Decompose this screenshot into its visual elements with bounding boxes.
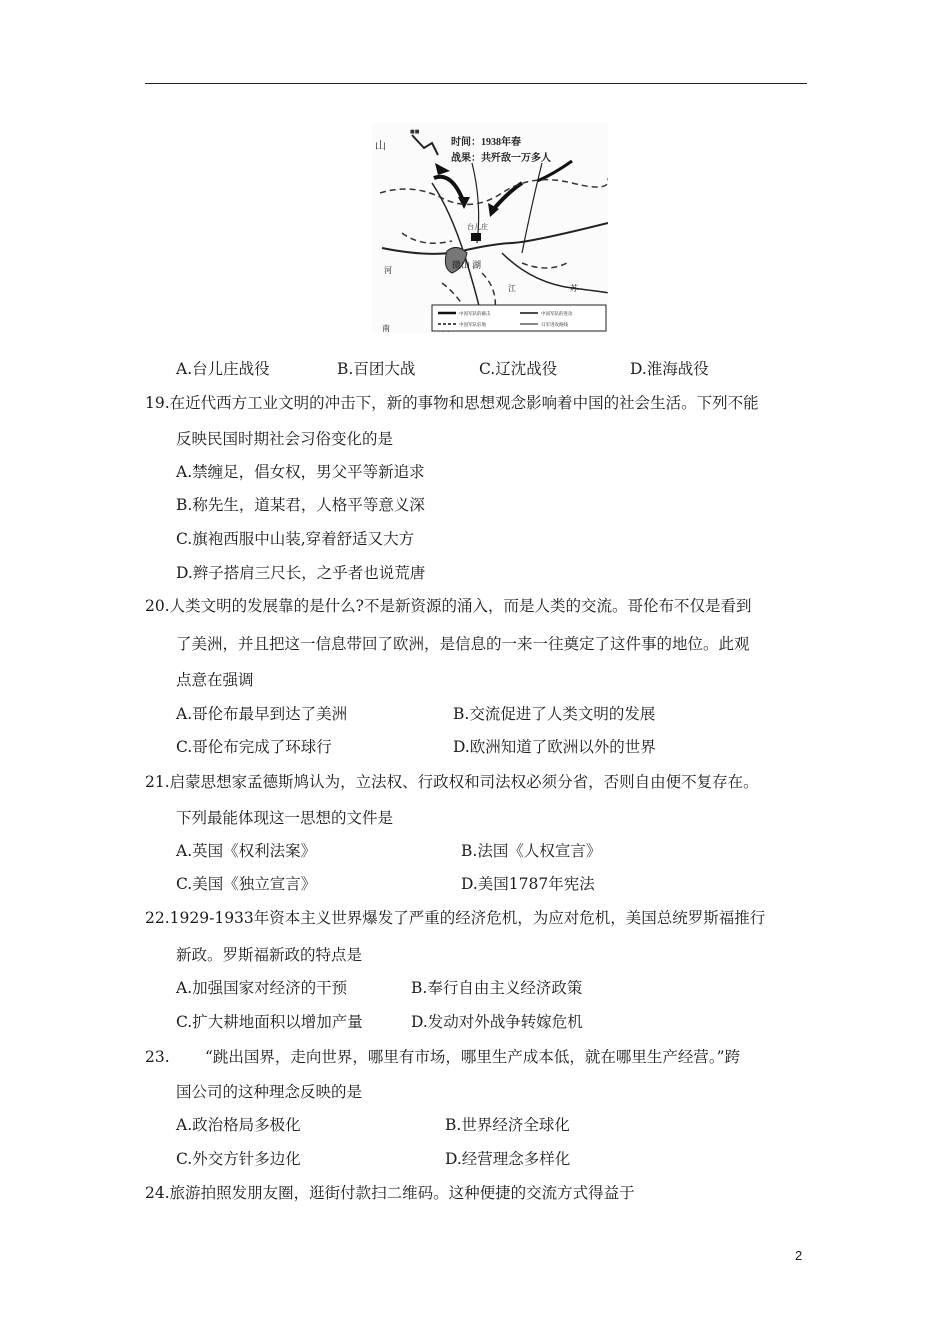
q19-option-c: C.旗袍西服中山装,穿着舒适又大方 xyxy=(176,530,415,548)
map-place-label: 江 xyxy=(508,284,516,293)
q20-stem-line-1: 20.人类文明的发展靠的是什么?不是新资源的涌入，而是人类的交流。哥伦布不仅是看到 xyxy=(145,597,752,615)
q23-option-c: C.外交方针多边化 xyxy=(176,1150,301,1168)
map-legend-item: 日军进攻路线 xyxy=(541,323,568,328)
map-legend-item: 中国军队的截击 xyxy=(459,312,491,317)
map-place-label: 微山 xyxy=(452,260,471,270)
q20-option-c: C.哥伦布完成了环球行 xyxy=(176,738,332,756)
map-legend-item: 中国军队驻地 xyxy=(459,323,486,328)
q20-option-a: A.哥伦布最早到达了美洲 xyxy=(176,705,348,723)
q22-option-b: B.奉行自由主义经济政策 xyxy=(411,979,583,997)
q20-option-d: D.欧洲知道了欧洲以外的世界 xyxy=(453,738,656,756)
map-place-label: 南 xyxy=(382,324,390,333)
map-legend-item: 中国军队的进攻 xyxy=(541,312,573,317)
q18-option-a: A.台儿庄战役 xyxy=(176,360,270,378)
q21-stem-line-2: 下列最能体现这一思想的文件是 xyxy=(176,809,394,827)
q23-stem-line-1: “跳出国界，走向世界，哪里有市场，哪里生产成本低，就在哪里生产经营。”跨 xyxy=(205,1048,741,1066)
map-place-label: 山 xyxy=(375,140,386,152)
q22-stem-line-1: 22.1929-1933年资本主义世界爆发了严重的经济危机，为应对危机，美国总统罗斯福推行 xyxy=(145,909,766,927)
q21-option-b: B.法国《人权宣言》 xyxy=(461,842,602,860)
q21-stem-line-1: 21.启蒙思想家孟德斯鸠认为，立法权、行政权和司法权必须分省，否则自由便不复存在。 xyxy=(145,773,759,791)
q23-option-d: D.经营理念多样化 xyxy=(445,1150,571,1168)
q21-option-c: C.美国《独立宣言》 xyxy=(176,875,317,893)
q21-option-d: D.美国1787年宪法 xyxy=(461,875,595,893)
map-place-label: 苏 xyxy=(570,284,578,293)
q23-stem-line-2: 国公司的这种理念反映的是 xyxy=(176,1083,363,1101)
q19-option-b: B.称先生，道某君，人格平等意义深 xyxy=(176,496,425,514)
q19-stem-line-2: 反映民国时期社会习俗变化的是 xyxy=(176,430,394,448)
q22-option-a: A.加强国家对经济的干预 xyxy=(176,979,348,997)
map-place-label: 河 xyxy=(384,266,392,275)
q20-stem-line-2: 了美洲，并且把这一信息带回了欧洲，是信息的一来一往奠定了这件事的地位。此观 xyxy=(176,635,750,653)
q24-stem-line-1: 24.旅游拍照发朋友圈，逛街付款扫二维码。这种便捷的交流方式得益于 xyxy=(145,1184,635,1202)
map-time-label: 时间：1938年春 xyxy=(451,137,521,148)
q19-option-d: D.辫子搭肩三尺长，之乎者也说荒唐 xyxy=(176,564,426,582)
q22-option-c: C.扩大耕地面积以增加产量 xyxy=(176,1013,363,1031)
q18-option-b: B.百团大战 xyxy=(337,360,416,378)
q18-option-d: D.淮海战役 xyxy=(630,360,709,378)
header-rule xyxy=(145,83,807,84)
map-result-label: 战果：共歼敌一万多人 xyxy=(451,153,551,164)
q23-option-b: B.世界经济全球化 xyxy=(445,1116,570,1134)
q18-option-c: C.辽沈战役 xyxy=(479,360,558,378)
q20-option-b: B.交流促进了人类文明的发展 xyxy=(453,705,656,723)
map-place-label: 台儿庄 xyxy=(467,223,488,231)
page-number: 2 xyxy=(795,1248,803,1263)
q23-number: 23. xyxy=(145,1048,170,1066)
q19-option-a: A.禁缠足，倡女权，男父平等新追求 xyxy=(176,463,425,481)
map-place-label: 湖 xyxy=(472,260,482,270)
q21-option-a: A.英国《权利法案》 xyxy=(176,842,317,860)
q23-option-a: A.政治格局多极化 xyxy=(176,1116,301,1134)
battle-map-figure xyxy=(372,123,608,333)
q22-option-d: D.发动对外战争转嫁危机 xyxy=(411,1013,583,1031)
q19-stem-line-1: 19.在近代西方工业文明的冲击下，新的事物和思想观念影响着中国的社会生活。下列不能 xyxy=(145,394,759,412)
q20-stem-line-3: 点意在强调 xyxy=(176,671,254,689)
svg-text:■■: ■■ xyxy=(410,129,420,135)
q22-stem-line-2: 新政。罗斯福新政的特点是 xyxy=(176,946,363,964)
